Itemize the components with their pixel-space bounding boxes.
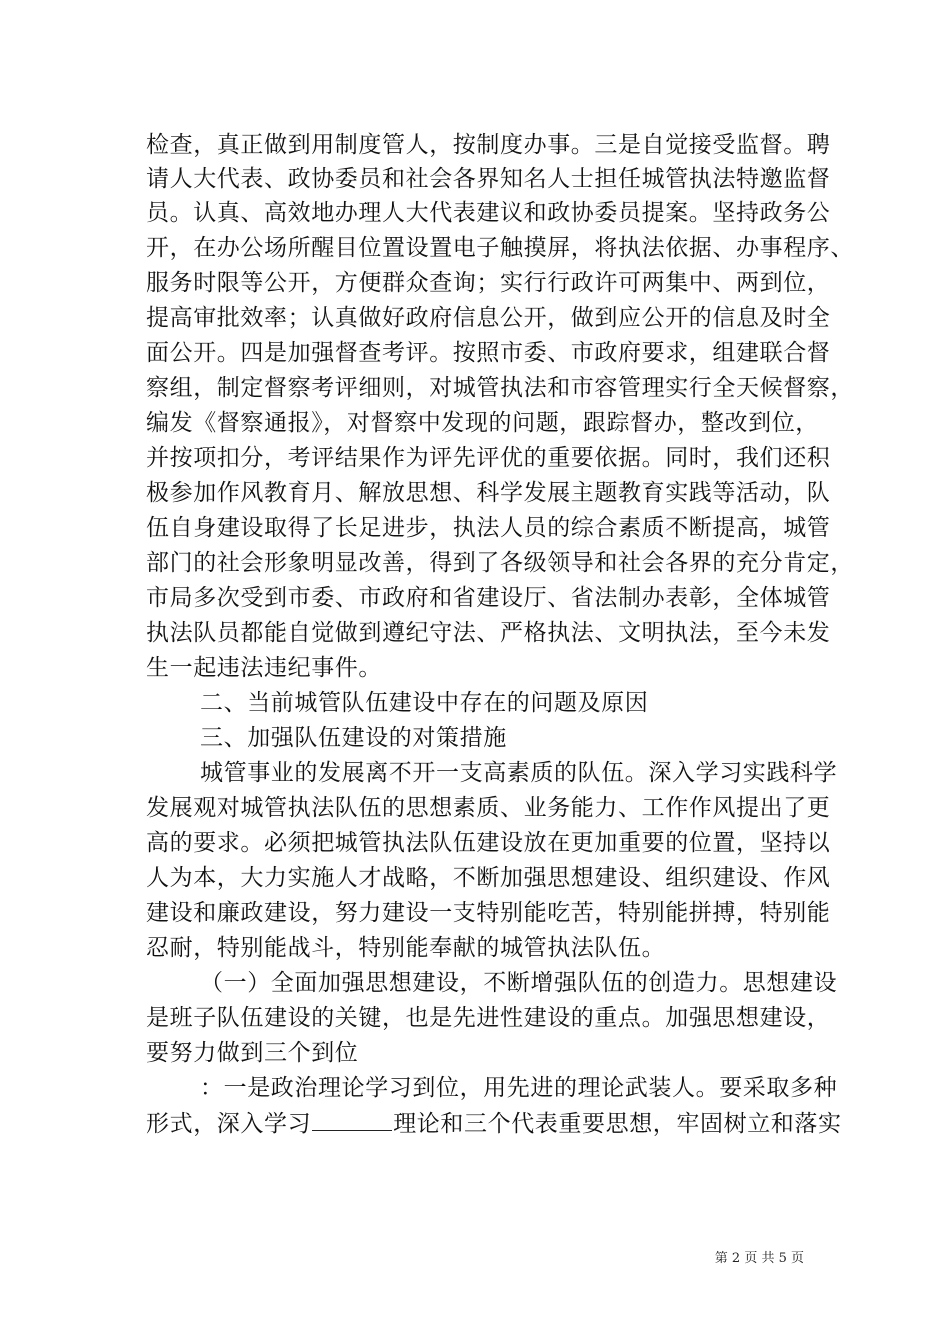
text-line: 并按项扣分，考评结果作为评先评优的重要依据。同时，我们还积 — [146, 445, 831, 471]
text-line: 高的要求。必须把城管执法队伍建设放在更加重要的位置，坚持以 — [146, 830, 831, 856]
fill-in-blank — [312, 1108, 392, 1131]
text-line: 请人大代表、政协委员和社会各界知名人士担任城管执法特邀监督 — [146, 166, 831, 192]
text-segment: 形式，深入学习 — [146, 1111, 312, 1137]
text-line: 执法队员都能自觉做到遵纪守法、严格执法、文明执法，至今未发 — [146, 620, 831, 646]
text-line-with-blank — [146, 1108, 842, 1139]
text-line: 建设和廉政建设，努力建设一支特别能吃苦，特别能拼搏，特别能 — [146, 900, 831, 926]
page-number-footer: 第 2 页 共 5 页 — [714, 1251, 804, 1266]
text-line: 面公开。四是加强督查考评。按照市委、市政府要求，组建联合督 — [146, 340, 831, 366]
section-heading: 二、当前城管队伍建设中存在的问题及原因 — [200, 690, 649, 716]
text-line: 是班子队伍建设的关键，也是先进性建设的重点。加强思想建设， — [146, 1005, 831, 1031]
text-line: 编发《督察通报》，对督察中发现的问题，跟踪督办，整改到位， — [146, 410, 819, 436]
text-segment: 理论和三个代表重要思想，牢固树立和落实 — [393, 1111, 842, 1137]
text-line: 忍耐，特别能战斗，特别能奉献的城管执法队伍。 — [146, 935, 666, 961]
section-heading: 三、加强队伍建设的对策措施 — [200, 725, 507, 751]
text-line: 检查，真正做到用制度管人，按制度办事。三是自觉接受监督。聘 — [146, 132, 831, 158]
text-line: 部门的社会形象明显改善，得到了各级领导和社会各界的充分肯定， — [146, 550, 854, 576]
text-line: 开，在办公场所醒目位置设置电子触摸屏，将执法依据、办事程序、 — [146, 235, 854, 261]
text-line: 城管事业的发展离不开一支高素质的队伍。深入学习实践科学 — [200, 760, 838, 786]
text-line: 提高审批效率；认真做好政府信息公开，做到应公开的信息及时全 — [146, 305, 831, 331]
text-line: 伍自身建设取得了长足进步，执法人员的综合素质不断提高，城管 — [146, 515, 831, 541]
text-line: 市局多次受到市委、市政府和省建设厅、省法制办表彰，全体城管 — [146, 585, 831, 611]
text-line: 要努力做到三个到位 — [146, 1040, 359, 1066]
text-line: 生一起违法违纪事件。 — [146, 655, 382, 681]
text-line: 服务时限等公开，方便群众查询；实行行政许可两集中、两到位， — [146, 270, 831, 296]
text-line: 极参加作风教育月、解放思想、科学发展主题教育实践等活动，队 — [146, 480, 831, 506]
text-line: 发展观对城管执法队伍的思想素质、业务能力、工作作风提出了更 — [146, 795, 831, 821]
text-line: 人为本，大力实施人才战略，不断加强思想建设、组织建设、作风 — [146, 865, 831, 891]
text-line: 员。认真、高效地办理人大代表建议和政协委员提案。坚持政务公 — [146, 200, 831, 226]
text-line: ：一是政治理论学习到位，用先进的理论武装人。要采取多种 — [200, 1075, 838, 1101]
text-line: 察组，制定督察考评细则，对城管执法和市容管理实行全天候督察， — [146, 375, 854, 401]
subsection-heading: （一）全面加强思想建设，不断增强队伍的创造力。思想建设 — [200, 970, 838, 996]
